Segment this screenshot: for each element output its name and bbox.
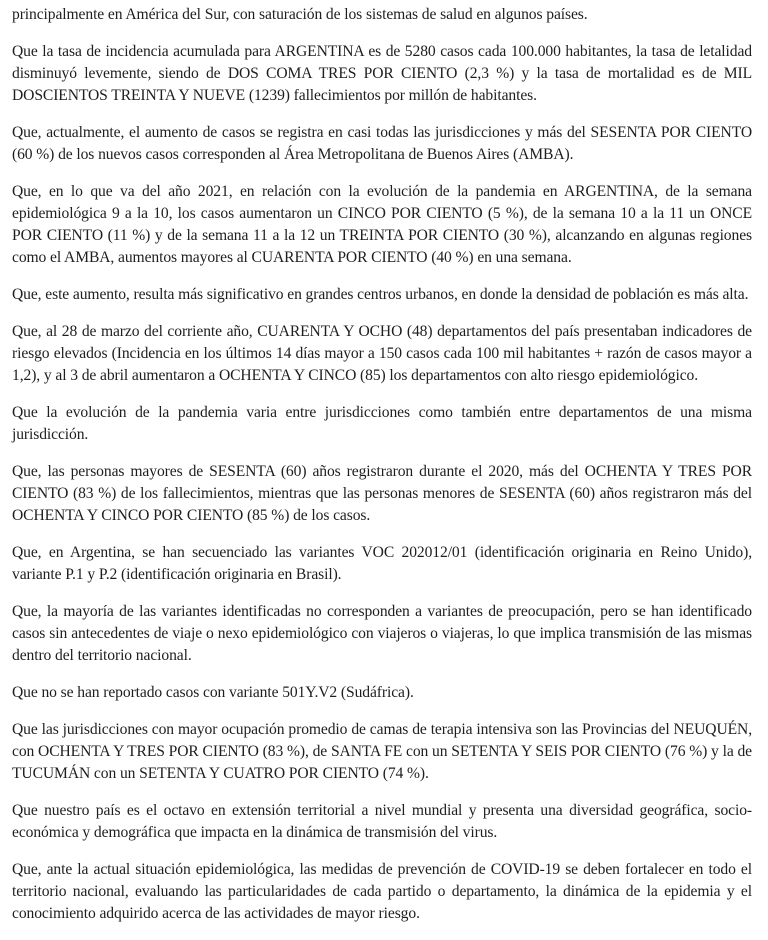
document-page — [12, 4, 752, 940]
paragraph-amba-cases: Que, actualmente, el aumento de casos se registra en casi todas las jurisdicciones y más del SESENTA POR CIENTO (60 %) de los nuevos casos corresponden al Área Metropolitana de Buenos Aires (AMBA). — [12, 123, 752, 164]
paragraph-weekly-increase: Que, en lo que va del año 2021, en relación con la evolución de la pandemia en ARGENTINA, de la semana epidemiológica 9 a la 10, los casos aumentaron un CINCO POR CIENTO (5 %), de la semana 10 a la 11 un ONCE POR CIENTO (11 %) y de la semana 11 a la 12 un TREINTA POR CIENTO (30 %), alcanzando en algunas regiones como el AMBA, aumentos mayores al CUARENTA POR CIENTO (40 %) en una semana. — [12, 182, 752, 267]
paragraph-urban-centers: Que, este aumento, resulta más significativo en grandes centros urbanos, en donde la densidad de población es más alta. — [12, 286, 749, 304]
paragraph-variants-sequenced: Que, en Argentina, se han secuenciado las variantes VOC 202012/01 (identificación originaria en Reino Unido), variante P.1 y P.2 (identificación originaria en Brasil). — [12, 543, 752, 584]
paragraph-prevention-measures: Que, ante la actual situación epidemiológica, las medidas de prevención de COVID-19 se deben fortalecer en todo el territorio nacional, evaluando las particularidades de cada partido o departamento, la dinámica de la epidemia y el conocimiento adquirido acerca de las actividades de mayor riesgo. — [12, 860, 752, 922]
paragraph-jurisdiction-variation: Que la evolución de la pandemia varia entre jurisdicciones como también entre departamentos de una misma jurisdicción. — [12, 403, 752, 444]
paragraph-variants-transmission: Que, la mayoría de las variantes identificadas no corresponden a variantes de preocupación, pero se han identificado casos sin antecedentes de viaje o nexo epidemiológico con viajeros o viajeras, lo que implica transmisión de las mismas dentro del territorio nacional. — [12, 602, 752, 665]
paragraph-age-statistics: Que, las personas mayores de SESENTA (60) años registraron durante el 2020, más del OCHENTA Y TRES POR CIENTO (83 %) de los fallecimientos, mientras que las personas menores de SESENTA (60) años registraron más del OCHENTA Y CINCO POR CIENTO (85 %) de los casos. — [12, 462, 752, 525]
paragraph-south-africa-variant: Que no se han reportado casos con variante 501Y.V2 (Sudáfrica). — [12, 683, 414, 701]
paragraph-territorial-extension: Que nuestro país es el octavo en extensión territorial a nivel mundial y presenta una diversidad geográfica, socio-económica y demográfica que impacta en la dinámica de transmisión del virus. — [12, 801, 752, 841]
paragraph-icu-occupancy: Que las jurisdicciones con mayor ocupación promedio de camas de terapia intensiva son las Provincias del NEUQUÉN, con OCHENTA Y TRES POR CIENTO (83 %), de SANTA FE con un SETENTA Y SEIS POR CIENTO (76 %) y la de TUCUMÁN con un SETENTA Y CUATRO POR CIENTO (74 %). — [12, 720, 752, 782]
paragraph-south-america-saturation: principalmente en América del Sur, con saturación de los sistemas de salud en algunos países. — [12, 6, 588, 23]
paragraph-departments-risk: Que, al 28 de marzo del corriente año, CUARENTA Y OCHO (48) departamentos del país presentaban indicadores de riesgo elevados (Incidencia en los últimos 14 días mayor a 150 casos cada 100 mil habitantes + razón de casos mayor a 1,2), y al 3 de abril aumentaron a OCHENTA Y CINCO (85) los departamentos con alto riesgo epidemiológico. — [12, 322, 752, 385]
paragraph-incidence-rate: Que la tasa de incidencia acumulada para ARGENTINA es de 5280 casos cada 100.000 habitantes, la tasa de letalidad disminuyó levemente, siendo de DOS COMA TRES POR CIENTO (2,3 %) y la tasa de mortalidad es de MIL DOSCIENTOS TREINTA Y NUEVE (1239) fallecimientos por millón de habitantes. — [12, 42, 752, 105]
